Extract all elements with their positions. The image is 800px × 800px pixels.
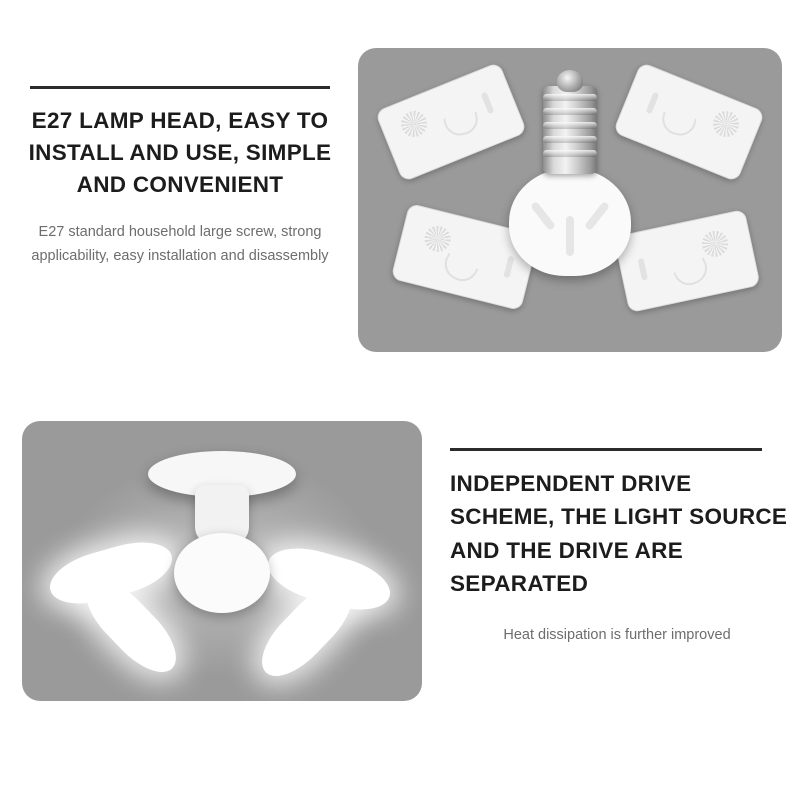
section2-product-photo (22, 421, 422, 701)
blade-vent-icon (700, 228, 731, 259)
blade-slot-icon (481, 92, 495, 115)
blade-arc-icon (659, 112, 696, 139)
screw-contact-tip (557, 70, 583, 92)
section1-headline: E27 LAMP HEAD, EASY TO INSTALL AND USE, SIMPLE AND CONVENIENT (28, 108, 332, 197)
section2-headline: INDEPENDENT DRIVE SCHEME, THE LIGHT SOURCE AND THE DRIVE ARE SEPARATED (450, 471, 788, 596)
lamp-folded-illustration (370, 50, 770, 350)
screw-thread (543, 108, 597, 115)
section1-subtext: E27 standard household large screw, strong applicability, easy installation and disassembly (31, 223, 329, 264)
blade-slot-icon (638, 258, 648, 281)
feature-section-independent-drive (0, 400, 800, 800)
section1-divider-rule (30, 86, 330, 89)
blade-vent-icon (422, 223, 454, 255)
blade-vent-icon (397, 107, 431, 141)
section2-text-block (450, 448, 790, 648)
blade-arc-icon (439, 253, 478, 287)
section2-subtext: Heat dissipation is further improved (503, 627, 731, 644)
lamp-hub-y-groove (535, 194, 605, 256)
e27-screw-base (543, 86, 597, 174)
section2-divider-rule (450, 448, 762, 451)
blade-vent-icon (709, 107, 743, 141)
section1-text-block (10, 86, 350, 269)
screw-thread (543, 136, 597, 143)
blade-arc-icon (443, 112, 480, 139)
lamp-blade-upper-right (613, 62, 766, 183)
blade-slot-icon (646, 92, 660, 115)
screw-thread (543, 150, 597, 157)
lamp-blade-upper-left (375, 62, 528, 183)
section1-product-photo (358, 48, 782, 352)
lamp-lit-illustration (42, 437, 402, 697)
lamp-hub-body (509, 168, 631, 276)
blade-slot-icon (503, 256, 514, 279)
screw-thread (543, 94, 597, 101)
lamp-blade-lower-right (613, 209, 760, 313)
screw-thread (543, 122, 597, 129)
lamp-center-hub (174, 533, 270, 613)
blade-arc-icon (673, 257, 712, 290)
